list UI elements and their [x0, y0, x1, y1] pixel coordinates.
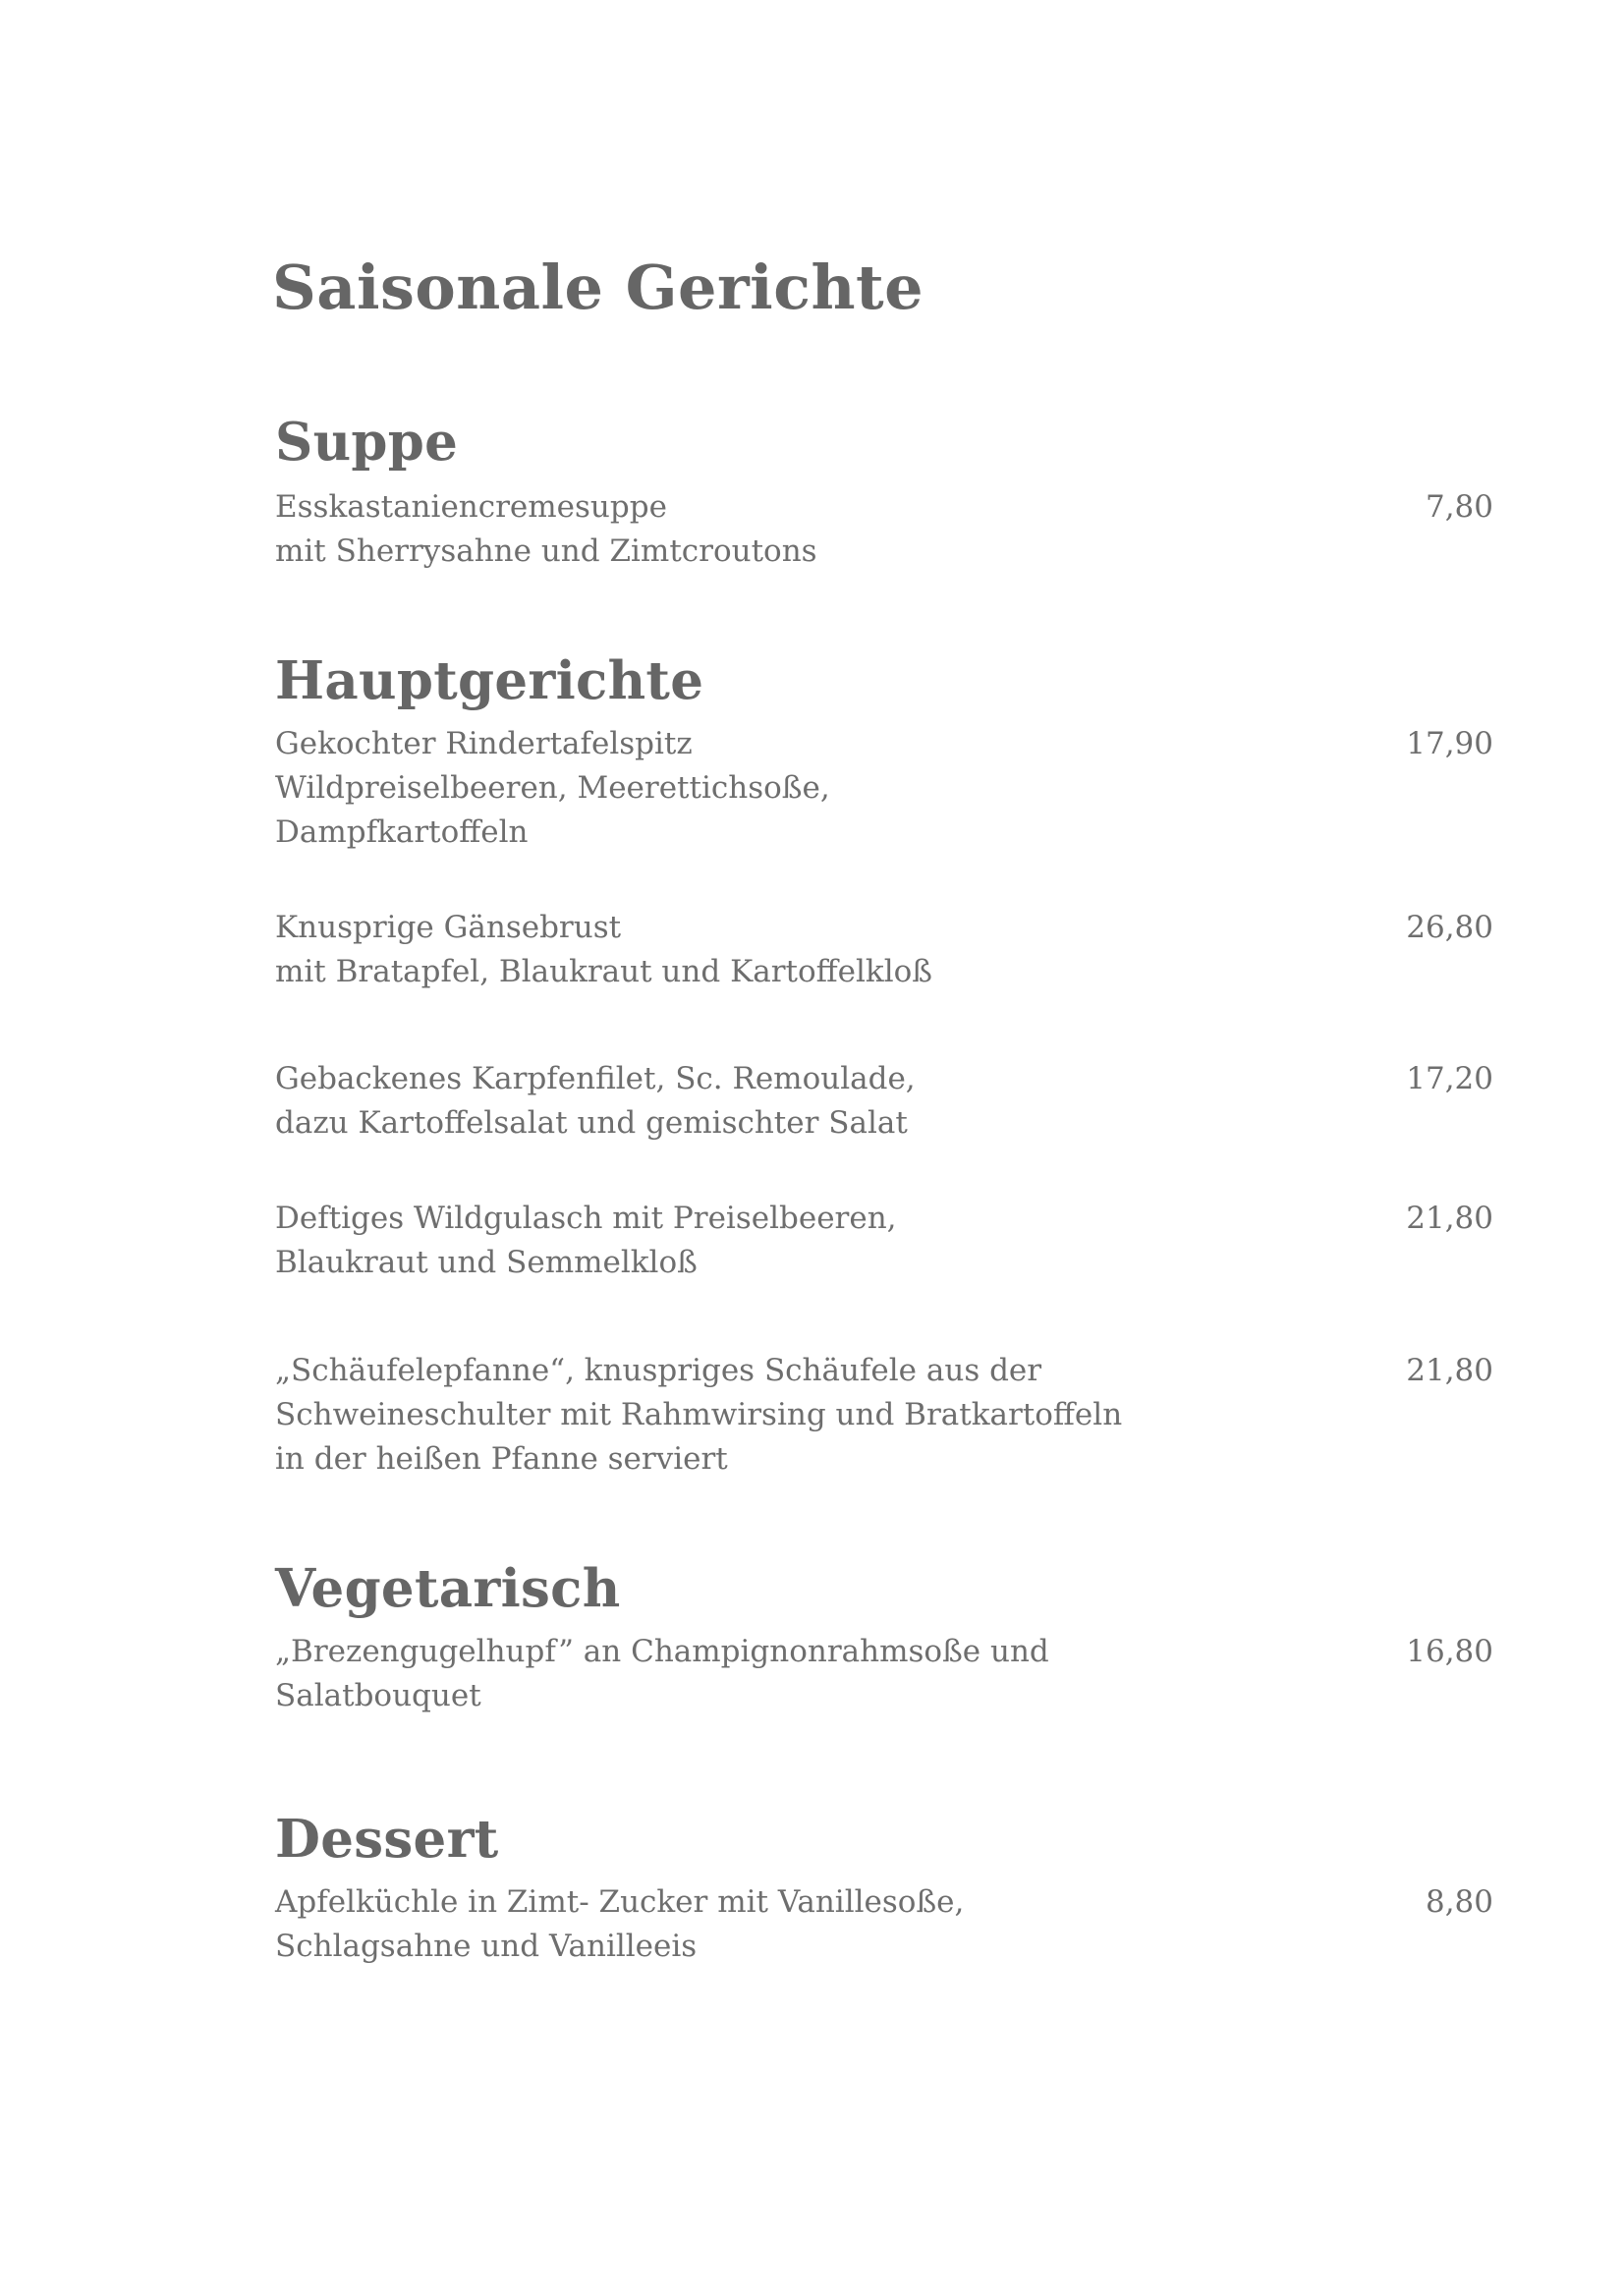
item-line: Apfelküchle in Zimt- Zucker mit Vanillesoße,	[275, 1884, 965, 1920]
item-price: 17,20	[1406, 1061, 1493, 1096]
item-line: mit Sherrysahne und Zimtcroutons	[275, 533, 817, 569]
item-price: 26,80	[1406, 910, 1493, 945]
item-line: Blaukraut und Semmelkloß	[275, 1245, 698, 1280]
page-title: Saisonale Gerichte	[272, 252, 924, 323]
item-line: „Schäufelepfanne“, knuspriges Schäufele aus der	[275, 1353, 1042, 1388]
item-line: Wildpreiselbeeren, Meerettichsoße,	[275, 770, 830, 806]
item-line: Deftiges Wildgulasch mit Preiselbeeren,	[275, 1201, 897, 1236]
item-line: in der heißen Pfanne serviert	[275, 1441, 728, 1477]
item-description	[275, 1349, 1238, 1482]
item-description	[275, 485, 1238, 574]
item-line: Schweineschulter mit Rahmwirsing und Bratkartoffeln	[275, 1397, 1123, 1432]
item-line: Gekochter Rindertafelspitz	[275, 726, 693, 761]
section-hauptgerichte	[275, 650, 1493, 1477]
item-line: Esskastaniencremesuppe	[275, 489, 667, 525]
item-line: „Brezengugelhupf” an Champignonrahmsoße und	[275, 1634, 1049, 1669]
menu-item	[275, 1057, 1493, 1146]
section-heading: Dessert	[275, 1809, 499, 1870]
section-suppe	[275, 412, 1493, 569]
item-price: 17,90	[1406, 726, 1493, 761]
menu-item	[275, 1349, 1493, 1482]
item-description	[275, 1057, 1238, 1146]
item-line: Salatbouquet	[275, 1678, 481, 1713]
section-heading: Suppe	[275, 412, 459, 473]
menu-item	[275, 722, 1493, 855]
item-description	[275, 1630, 1238, 1718]
item-price: 8,80	[1425, 1884, 1493, 1920]
item-line: Gebackenes Karpfenfilet, Sc. Remoulade,	[275, 1061, 916, 1096]
menu-item	[275, 906, 1493, 994]
item-line: dazu Kartoffelsalat und gemischter Salat	[275, 1105, 908, 1141]
section-heading: Hauptgerichte	[275, 650, 704, 711]
menu-item	[275, 485, 1493, 574]
section-vegetarisch	[275, 1558, 1493, 1713]
item-price: 7,80	[1425, 489, 1493, 525]
item-line: Schlagsahne und Vanilleeis	[275, 1929, 698, 1964]
menu-item	[275, 1630, 1493, 1718]
item-line: Dampfkartoffeln	[275, 814, 529, 850]
item-description	[275, 722, 1238, 855]
section-dessert	[275, 1809, 1493, 1964]
item-price: 16,80	[1406, 1634, 1493, 1669]
item-description	[275, 906, 1238, 994]
item-description	[275, 1197, 1238, 1285]
item-line: Knusprige Gänsebrust	[275, 910, 622, 945]
menu-item	[275, 1880, 1493, 1969]
item-description	[275, 1880, 1238, 1969]
item-price: 21,80	[1406, 1353, 1493, 1388]
menu-item	[275, 1197, 1493, 1285]
item-price: 21,80	[1406, 1201, 1493, 1236]
section-heading: Vegetarisch	[275, 1558, 621, 1619]
item-line: mit Bratapfel, Blaukraut und Kartoffelkloß	[275, 954, 932, 989]
